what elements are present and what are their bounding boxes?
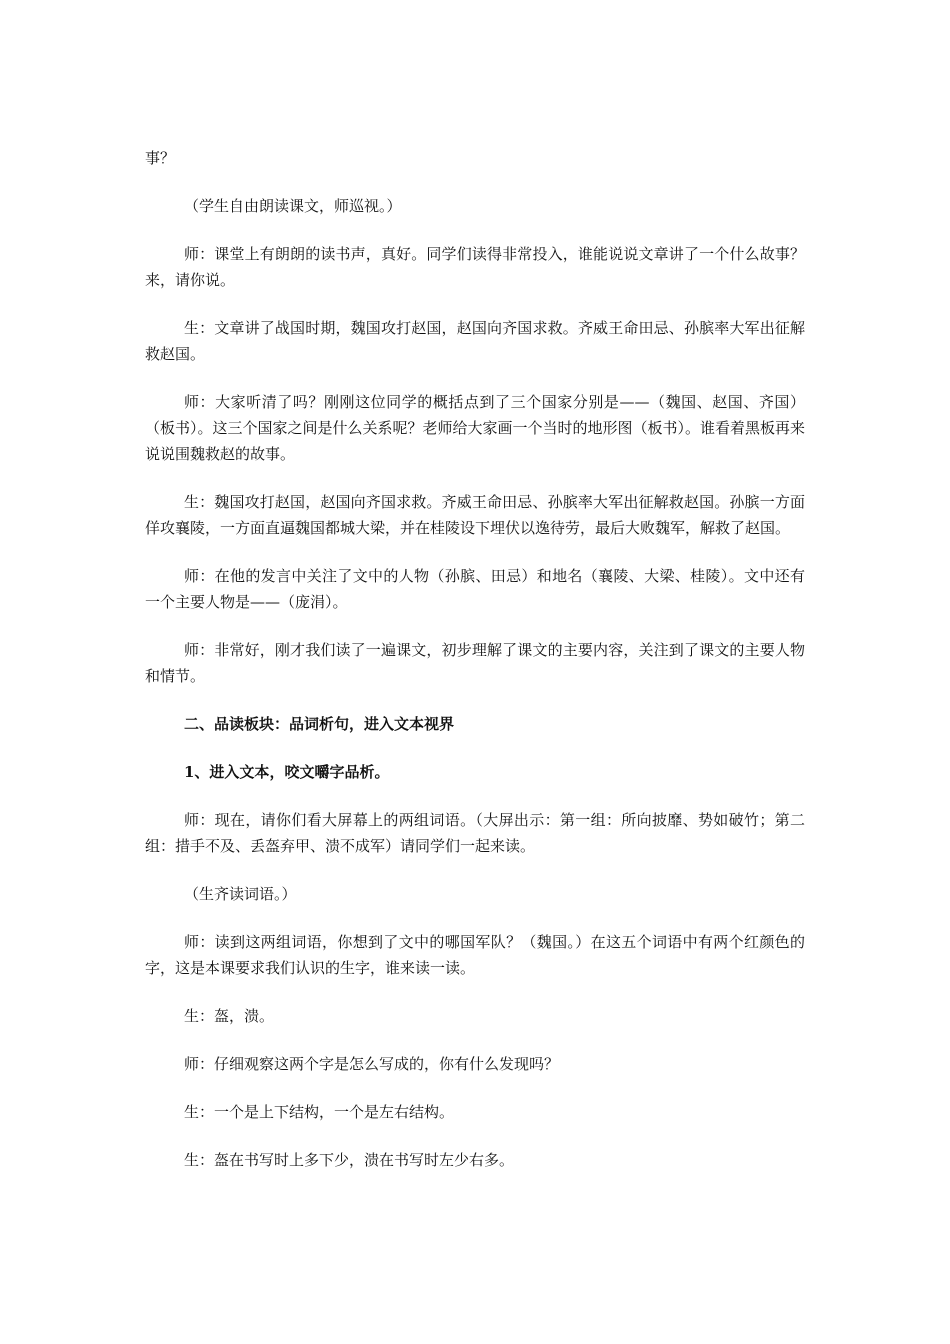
subsection-heading: 1、进入文本，咬文嚼字品析。 <box>184 763 390 781</box>
paragraph-teacher: 师：非常好，刚才我们读了一遍课文，初步理解了课文的主要内容，关注到了课文的主要人物和情节。 <box>145 641 805 685</box>
document-page <box>145 145 805 1195</box>
paragraph-student: 生：魏国攻打赵国，赵国向齐国求救。齐威王命田忌、孙膑率大军出征解救赵国。孙膑一方面佯攻襄陵，一方面直逼魏国都城大梁，并在桂陵设下埋伏以逸待劳，最后大败魏军，解救了赵国。 <box>145 493 805 537</box>
paragraph-student: 生：文章讲了战国时期，魏国攻打赵国，赵国向齐国求救。齐威王命田忌、孙膑率大军出征解救赵国。 <box>145 319 805 363</box>
section-heading: 二、品读板块：品词析句，进入文本视界 <box>184 715 455 733</box>
paragraph-student: 生：盔，溃。 <box>184 1007 275 1025</box>
paragraph-teacher: 师：现在，请你们看大屏幕上的两组词语。（大屏出示：第一组：所向披靡、势如破竹；第二组：措手不及、丢盔弃甲、溃不成军）请同学们一起来读。 <box>145 811 805 855</box>
paragraph-teacher: 师：课堂上有朗朗的读书声，真好。同学们读得非常投入，谁能说说文章讲了一个什么故事？来，请你说。 <box>145 245 805 289</box>
paragraph-continuation: 事？ <box>145 149 176 167</box>
paragraph-teacher: 师：在他的发言中关注了文中的人物（孙膑、田忌）和地名（襄陵、大梁、桂陵）。文中还有一个主要人物是——（庞涓）。 <box>145 567 805 611</box>
paragraph-stage-direction: （生齐读词语。） <box>184 885 297 903</box>
paragraph-stage-direction: （学生自由朗读课文，师巡视。） <box>184 197 402 215</box>
paragraph-teacher: 师：读到这两组词语，你想到了文中的哪国军队？（魏国。）在这五个词语中有两个红颜色的字，这是本课要求我们认识的生字，谁来读一读。 <box>145 933 805 977</box>
paragraph-teacher: 师：大家听清了吗？刚刚这位同学的概括点到了三个国家分别是——（魏国、赵国、齐国）（板书）。这三个国家之间是什么关系呢？老师给大家画一个当时的地形图（板书）。谁看着黑板再来说说围魏救赵的故事。 <box>145 393 806 463</box>
paragraph-student: 生：盔在书写时上多下少，溃在书写时左少右多。 <box>184 1151 515 1169</box>
paragraph-student: 生：一个是上下结构，一个是左右结构。 <box>184 1103 455 1121</box>
paragraph-teacher: 师：仔细观察这两个字是怎么写成的，你有什么发现吗？ <box>184 1055 560 1073</box>
